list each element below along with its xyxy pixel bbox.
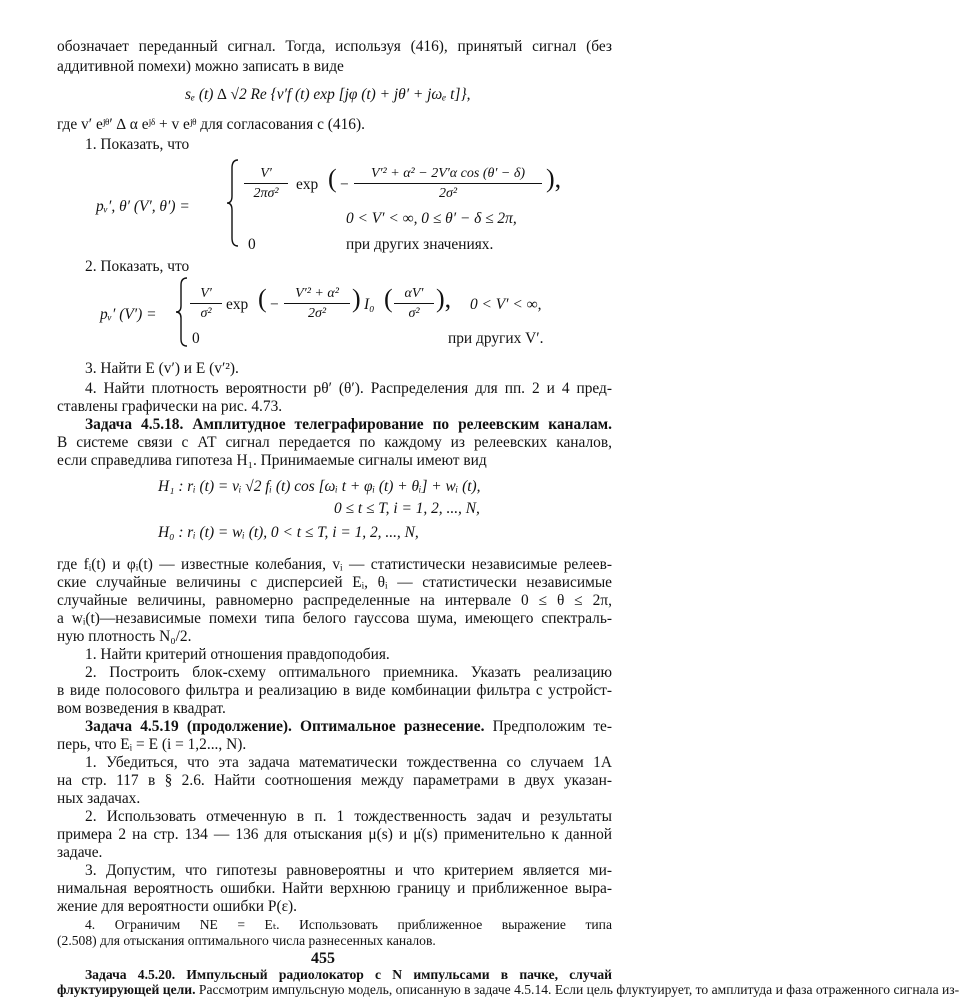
text-line: если справедлива гипотеза H₁. Принимаемые сигналы имеют вид [57, 452, 487, 469]
equation-received-signal: sₑ (t) ∆ √2 Re {v′f (t) exp [jφ (t) + jθ′ + jωₑ t]}, [185, 86, 471, 103]
eq2-arg-close: ), [436, 284, 452, 313]
item-4: 4. Найти плотность вероятности pθ′ (θ′). Распределения для пп. 2 и 4 пред- [85, 380, 612, 397]
eq1-exp-bar [354, 183, 542, 184]
eq1-frac-den: 2πσ² [253, 186, 279, 201]
eq2-arg-den: σ² [408, 306, 420, 321]
eq2-paren-open: ( [258, 284, 267, 313]
item-3: 3. Найти E (v′) и E (v′²). [85, 360, 239, 377]
text-line: на стр. 117 в § 2.6. Найти соотношения между параметрами в двух указан- [57, 772, 612, 789]
text-line: В системе связи с АТ сигнал передается по каждому из релеевских каналов, [57, 434, 612, 451]
text-line: вом возведения в квадрат. [57, 700, 226, 717]
eq1-paren-close: ), [546, 164, 562, 193]
text-line: в виде полосового фильтра и реализацию в виде комбинации фильтра с устройст- [57, 682, 612, 699]
problem-4-5-19-bold: Задача 4.5.19 (продолжение). Оптимальное разнесение. [85, 718, 485, 735]
text-line: перь, что Eᵢ = E (i = 1,2..., N). [57, 736, 247, 753]
list-item: 4. Ограничим NE = Eₜ. Использовать приближенное выражение типа [85, 917, 612, 932]
text-line: ных задачах. [57, 790, 141, 807]
text-line: ставлены графически на рис. 4.73. [57, 398, 283, 415]
text-line: нимальная вероятность ошибки. Найти верхнюю границу и приближенное выра- [57, 880, 612, 897]
eq2-frac-bar [190, 303, 222, 304]
text-line: аддитивной помехи) можно записать в виде [57, 58, 344, 75]
eq2-exp-bar [284, 303, 350, 304]
eq1-frac-num: V′ [260, 166, 272, 181]
text-line: задаче. [57, 844, 103, 861]
list-item: 2. Использовать отмеченную в п. 1 тождественность задач и результаты [85, 808, 612, 825]
eq2-arg-num: αV′ [404, 286, 424, 301]
text-line: (2.508) для отыскания оптимального числа разнесенных каналов. [57, 933, 436, 948]
item-2-heading: 2. Показать, что [85, 258, 190, 275]
problem-4-5-18-title: Задача 4.5.18. Амплитудное телеграфирование по релеевским каналам. [85, 416, 612, 433]
text-line: где fᵢ(t) и φᵢ(t) — известные колебания, vᵢ — статистически независимые релеев- [57, 556, 612, 573]
text-line: случайные величины, равномерно распределенные на интервале 0 ≤ θ ≤ 2π, [57, 592, 612, 609]
list-item: 3. Допустим, что гипотезы равновероятны и что критерием является ми- [85, 862, 612, 879]
problem-4-5-20-rest: Рассмотрим импульсную модель, описанную в задаче [195, 982, 511, 997]
eq2-arg-open: ( [384, 284, 393, 313]
equation-h1-range: 0 ≤ t ≤ T, i = 1, 2, ..., N, [334, 500, 480, 517]
text-line: ную плотность N₀/2. [57, 628, 192, 645]
eq2-brace [175, 276, 189, 348]
eq2-cond2: при других V′. [448, 330, 544, 347]
eq1-frac-bar [244, 183, 288, 184]
text-line: а wᵢ(t)—независимые помехи типа белого гауссова шума, имеющего спектраль- [57, 610, 612, 627]
problem-4-5-19-title [85, 718, 612, 736]
eq2-exp-den: 2σ² [307, 306, 327, 321]
item-1-heading: 1. Показать, что [85, 136, 190, 153]
eq1-brace [226, 158, 240, 248]
eq2-zero: 0 [192, 330, 200, 347]
eq2-arg-bar [394, 303, 434, 304]
eq2-minus: − [270, 296, 279, 313]
problem-4-5-20-bold: флуктуирующей цели. [57, 982, 196, 997]
eq1-exp-den: 2σ² [438, 186, 458, 201]
problem-4-5-20-line3: 4.5.14. Если цель флуктуирует, то амплитуда и фаза отраженного сигнала из- [514, 982, 959, 997]
eq1-minus: − [340, 176, 349, 193]
list-item: 2. Построить блок-схему оптимального приемника. Указать реализацию [85, 664, 612, 681]
text-line: жение для вероятности ошибки P(ε). [57, 898, 298, 915]
eq1-cond1: 0 < V′ < ∞, 0 ≤ θ′ − δ ≤ 2π, [346, 210, 517, 227]
eq1-exp: exp [296, 176, 319, 193]
equation-where-line: где v′ eʲᶿ′ ∆ α eʲᵟ + v eʲᶿ для согласования с (416). [57, 116, 365, 133]
eq1-lhs: pᵥ′, θ′ (V′, θ′) = [96, 198, 190, 215]
equation-h0: H₀ : rᵢ (t) = wᵢ (t), 0 < t ≤ T, i = 1, 2, ..., N, [158, 524, 419, 541]
eq2-paren-close: ) [352, 284, 361, 313]
problem-4-5-19-rest: Предположим те- [484, 718, 613, 735]
list-item: 1. Найти критерий отношения правдоподобия. [85, 646, 390, 663]
eq1-cond2: при других значениях. [346, 236, 494, 253]
eq2-exp-num: V′² + α² [295, 286, 339, 301]
eq1-exp-num: V′² + α² − 2V′α cos (θ′ − δ) [370, 166, 526, 181]
text-line: ские случайные величины с дисперсией Eᵢ, θᵢ — статистически независимые [57, 574, 612, 591]
eq2-lhs: pᵥ′ (V′) = [100, 306, 157, 323]
eq1-zero: 0 [248, 236, 256, 253]
problem-4-5-20-title: Задача 4.5.20. Импульсный радиолокатор с N импульсами в пачке, случай [85, 967, 612, 982]
page-number: 455 [311, 950, 335, 967]
list-item: 1. Убедиться, что эта задача математически тождественна со случаем 1А [85, 754, 612, 771]
equation-h1: H₁ : rᵢ (t) = vᵢ √2 fᵢ (t) cos [ωᵢ t + φᵢ (t) + θᵢ] + wᵢ (t), [158, 478, 481, 495]
text-line: обозначает переданный сигнал. Тогда, используя (416), принятый сигнал (без [57, 38, 612, 55]
eq2-exp: exp [226, 296, 249, 313]
eq1-paren-open: ( [328, 164, 337, 193]
eq2-frac-num: V′ [200, 286, 212, 301]
eq2-cond1: 0 < V′ < ∞, [470, 296, 542, 313]
eq2-frac-den: σ² [200, 306, 212, 321]
eq2-bessel: I₀ [364, 296, 375, 313]
text-line: примера 2 на стр. 134 — 136 для отыскания μ(s) и μ̇(s) применительно к данной [57, 826, 612, 843]
